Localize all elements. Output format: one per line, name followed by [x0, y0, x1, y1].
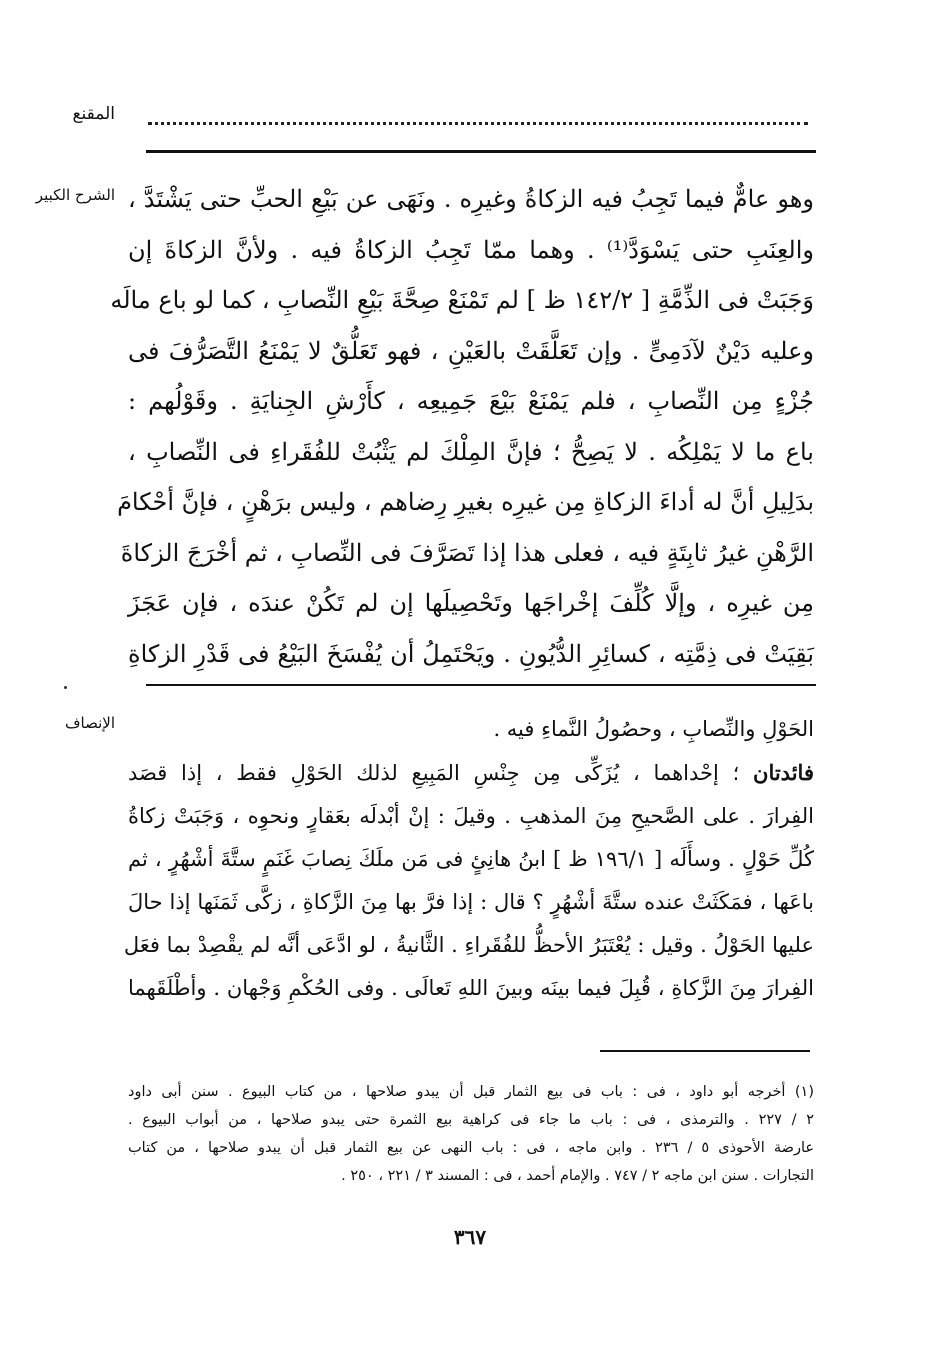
- sharh-line: بدَلِيلِ أنَّ له أداءَ الزكاةِ مِن غيرِه بغيرِ رِضاهم ، وليس برَهْنٍ ، فإنَّ أحْكامَ: [117, 488, 814, 516]
- sharh-line: وعليه دَيْنٌ لآدَمِىٍّ . وإن تَعَلَّقَتْ بالعَيْنِ ، فهو تَعَلُّقٌ لا يَمْنَعُ التَّصَرُّفَ فى: [128, 336, 814, 365]
- sharh-line: باع ما لا يَمْلِكُه . لا يَصِحُّ ؛ فإنَّ المِلْكَ لم يَثْبُتْ للفُقَراءِ فى النِّصابِ ،: [128, 437, 814, 466]
- insaf-line: باعَها ، فمَكَثَتْ عنده ستَّةَ أشْهُرٍ ؟ قال : إذا فرَّ بها مِنَ الزَّكاةِ ، زكَّى ثَمَنَها إذا حالَ: [128, 890, 814, 914]
- insaf-line: الفِرارَ . على الصَّحيحِ مِنَ المذهبِ . وقيلَ : إنْ أبْدلَه بعَقارٍ ونحوِه ، وَجَبَتْ زكاةُ: [128, 804, 814, 828]
- margin-mark: [64, 686, 67, 689]
- insaf-line: [128, 751, 814, 795]
- footnote-line: (١) أخرجه أبو داود ، فى : باب فى بيع الثمار قبل أن يبدو صلاحها ، من كتاب البيوع . سنن أبى داود: [128, 1084, 814, 1100]
- sharh-line: جُزْءٍ مِن النِّصابِ ، فلم يَمْنَعْ بَيْعَ جَمِيعِه ، كأَرْشِ الجِنايَةِ . وقَوْلُهم :: [128, 387, 814, 415]
- insaf-lead-word: فائدتان: [753, 760, 814, 785]
- insaf-first-line: الحَوْلِ والنِّصابِ ، وحصُولُ النَّماءِ فيه .: [493, 717, 814, 741]
- insaf-line: عليها الحَوْلُ . وقيل : يُعْتَبَرُ الأحظُّ للفُقَراءِ . الثَّانيةُ ، لو ادَّعَى أنَّه لم يقْصِدْ بما فعَل: [123, 933, 814, 957]
- sharh-line: وَجَبَتْ فى الذِّمَّةِ [ ١٤٢/٢ ظ ] لم تَمْنَعْ صِحَّةَ بَيْعِ النِّصابِ ، كما لو باع مالَه: [110, 286, 814, 314]
- side-label-sharh: الشرح الكبير: [35, 186, 115, 204]
- sharh-line: مِن غيرِه ، وإلَّا كُلِّفَ إخْراجَها وتَحْصِيلَها إن لم تَكُنْ عندَه ، فإن عَجَزَ: [128, 589, 814, 617]
- insaf-line: الفِرارَ مِنَ الزَّكاةِ ، قُبِلَ فيما بينَه وبينَ اللهِ تَعالَى . وفى الحُكْمِ وَجْهان . وأطْلَقَهما: [128, 976, 814, 1000]
- footnote-rule: [600, 1050, 810, 1052]
- dot-leader: [148, 108, 808, 125]
- sharh-line: والعِنَبِ حتى يَسْوَدَّ⁽¹⁾ . وهما ممّا تَجِبُ الزكاةُ فيه . ولأنَّ الزكاةَ إن: [128, 235, 814, 264]
- sharh-text: [110, 174, 815, 679]
- insaf-text: [123, 708, 814, 1010]
- sharh-line: وهو عامٌّ فيما تَجِبُ فيه الزكاةُ وغيرِه . ونَهَى عن بَيْعِ الحبِّ حتى يَشْتَدَّ ،: [128, 185, 814, 213]
- running-title: المقنع: [72, 104, 115, 124]
- page-number: ٣٦٧: [453, 1225, 487, 1249]
- sharh-line: بَقِيَتْ فى ذِمَّتِه ، كسائِرِ الدُّيُونِ . ويَحْتَمِلُ أن يُفْسَخَ البَيْعُ فى قَدْرِ الزكاةِ: [128, 639, 815, 668]
- footnotes: [128, 1078, 814, 1190]
- header-rule: [146, 150, 816, 153]
- insaf-line: كُلِّ حَوْلٍ . وسأَلَه [ ١٩٦/١ ظ ] ابنُ هانِئٍ فى مَن ملَكَ نِصابَ غَنَمٍ ستَّةَ أشْهُرٍ ، ثم: [128, 847, 814, 871]
- insaf-line-rest: ؛ إحْداهما ، يُزَكِّى مِن جِنْسِ المَبِيعِ لذلك الحَوْلِ فقط ، إذا قصَد: [128, 761, 754, 785]
- footnote-line: التجارات . سنن ابن ماجه ٢ / ٧٤٧ . والإمام أحمد ، فى : المسند ٣ / ٢٢١ ، ٢٥٠ .: [341, 1168, 814, 1184]
- section-divider: [146, 684, 816, 686]
- side-label-insaf: الإنصاف: [64, 714, 115, 732]
- footnote-line: ٢ / ٢٢٧ . والترمذى ، فى : باب ما جاء فى كراهية بيع الثمرة حتى يبدو صلاحها ، من أبواب البيوع .: [128, 1112, 814, 1128]
- sharh-line: الرَّهْنِ غيرُ ثابِتَةٍ فيه ، فعلى هذا إذا تَصَرَّفَ فى النِّصابِ ، ثم أخْرَجَ الزكاةَ: [120, 538, 814, 567]
- footnote-line: عارضة الأحوذى ٥ / ٢٣٦ . وابن ماجه ، فى : باب النهى عن بيع الثمار قبل أن يبدو صلاحها ، من كتاب: [128, 1140, 815, 1156]
